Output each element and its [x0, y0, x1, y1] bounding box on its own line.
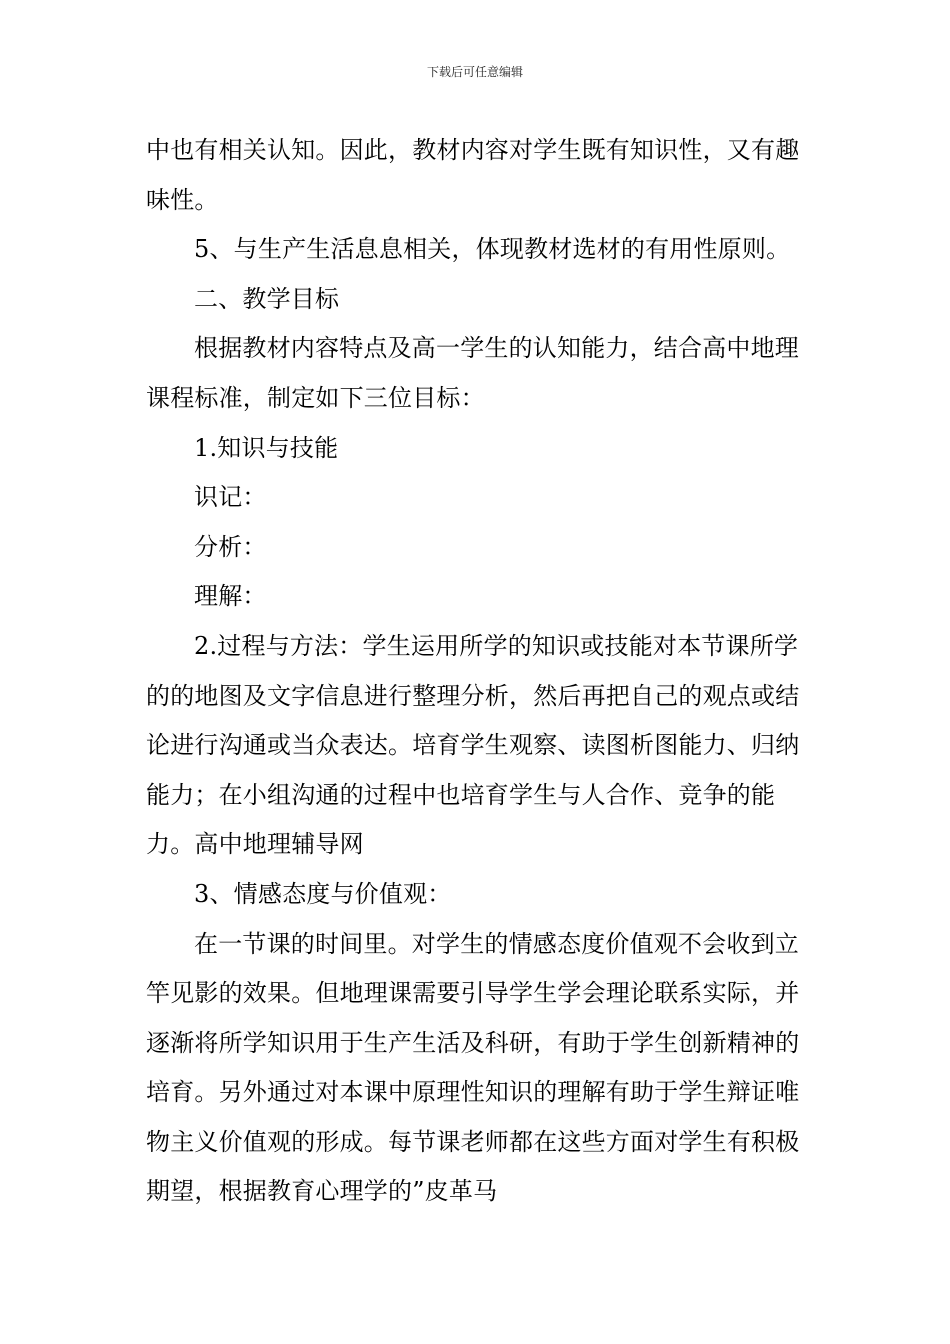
paragraph-point-5: 5、与生产生活息息相关，体现教材选材的有用性原则。	[194, 235, 791, 264]
paragraph-process-method: 2.过程与方法：学生运用所学的知识或技能对本节课所学的的地图及文字信息进行整理分析，然后再把自己的观点或结论进行沟通或当众表达。培育学生观察、读图析图能力、归纳能力；在小组沟通的过程中也培育学生与人合作、竞争的能力。高中地理辅导网	[146, 631, 800, 859]
section-heading-teaching-goals: 二、教学目标	[194, 284, 340, 313]
item-analyze: 分析：	[194, 532, 267, 561]
paragraph-emotion-values: 在一节课的时间里。对学生的情感态度价值观不会收到立竿见影的效果。但地理课需要引导学生学会理论联系实际，并逐渐将所学知识用于生产生活及科研，有助于学生创新精神的培育。另外通过对本课中原理性知识的理解有助于学生辩证唯物主义价值观的形成。每节课老师都在这些方面对学生有积极期望，根据教育心理学的”皮革马	[146, 929, 800, 1206]
item-memorize: 识记：	[194, 483, 267, 512]
document-body	[146, 126, 812, 1217]
subheading-emotion-values: 3、情感态度与价值观：	[194, 879, 452, 908]
page-header: 下载后可任意编辑	[426, 65, 523, 79]
item-understand: 理解：	[194, 582, 267, 611]
paragraph-continuation: 中也有相关认知。因此，教材内容对学生既有知识性，又有趣味性。	[146, 136, 800, 214]
paragraph-goals-intro: 根据教材内容特点及高一学生的认知能力，结合高中地理课程标准，制定如下三位目标：	[146, 334, 799, 412]
subheading-knowledge-skills: 1.知识与技能	[194, 433, 339, 462]
